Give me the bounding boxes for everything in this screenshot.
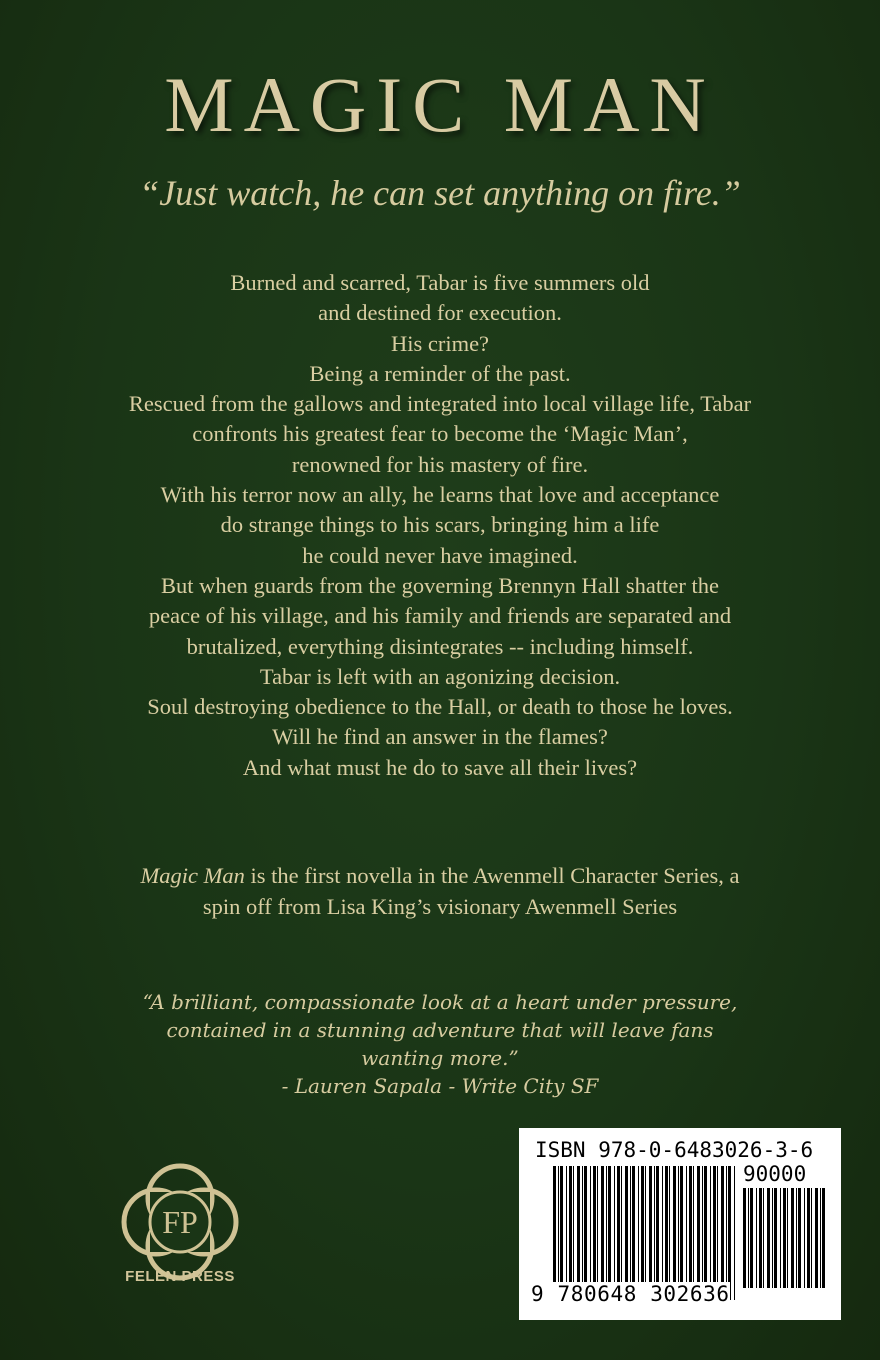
logo-monogram: FP [162,1204,198,1240]
blurb-line: he could never have imagined. [302,542,578,568]
blurb-line: and destined for execution. [318,300,562,326]
ean-digits: 9 780648 302636 [531,1282,730,1306]
blurb-line: Will he find an answer in the flames? [272,724,608,750]
tagline: “Just watch, he can set anything on fire.” [139,173,741,213]
publisher-name: FELEN PRESS [125,1268,235,1285]
series-line-1-rest: is the first novella in the Awenmell Character Series, a [244,863,740,888]
quote-line: “A brilliant, compassionate look at a heart under pressure, [142,990,738,1014]
blurb-line: renowned for his mastery of fire. [291,451,589,477]
price-code: 90000 [743,1162,807,1186]
blurb-line: Burned and scarred, Tabar is five summers old [230,270,650,295]
blurb-line: Soul destroying obedience to the Hall, or death to those he loves. [147,694,733,720]
blurb-line: And what must he do to save all their lives? [242,754,638,780]
quote-line: contained in a stunning adventure that will leave fans [166,1018,714,1042]
review-quote [60,988,820,1100]
quote-line: - Lauren Sapala - Write City SF [281,1074,599,1098]
blurb-line: With his terror now an ally, he learns that love and acceptance [160,482,720,508]
book-title: MAGIC MAN [164,61,716,148]
blurb-line: His crime? [390,330,490,356]
blurb-line: peace of his village, and his family and friends are separated and [148,603,732,629]
blurb-line: confronts his greatest fear to become the ‘Magic Man’, [192,421,688,447]
blurb-line: do strange things to his scars, bringing him a life [220,512,660,538]
isbn-barcode [519,1128,841,1320]
series-book-title: Magic Man [140,863,245,888]
blurb-line: Being a reminder of the past. [309,360,571,386]
series-note [60,860,820,922]
series-line-1 [60,860,820,891]
blurb [60,268,820,783]
blurb-line: brutalized, everything disintegrates -- including himself. [186,633,694,659]
isbn-text: ISBN 978-0-6483026-3-6 [535,1138,814,1162]
blurb-line: Tabar is left with an agonizing decision. [259,663,621,689]
series-line-2: spin off from Lisa King’s visionary Awenmell Series [202,894,678,919]
quote-line: wanting more.” [361,1046,519,1070]
blurb-line: But when guards from the governing Brennyn Hall shatter the [161,572,719,598]
blurb-line: Rescued from the gallows and integrated into local village life, Tabar [128,391,752,417]
